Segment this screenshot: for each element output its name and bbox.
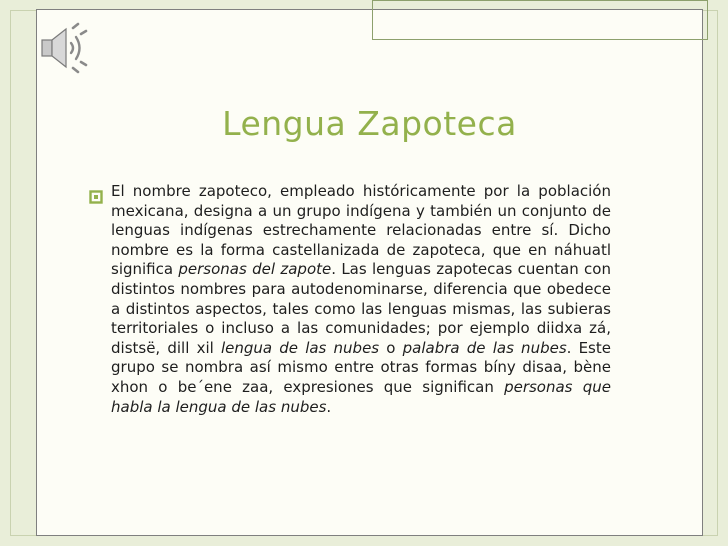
text-run: o xyxy=(379,338,403,357)
text-run: . xyxy=(326,397,332,416)
text-run: . Las lenguas zapotecas cuentan con distintos nombres para autodenominarse, diferencia que obedece a distintos aspectos, tales como las lenguas mismas, las subieras territoriales o incluso a las comunidades; por ejemplo diidxa zá, distsë, dill xil xyxy=(111,260,611,357)
italic-run: palabra de las nubes xyxy=(402,338,567,357)
square-bullet-icon xyxy=(89,190,103,204)
text-run: El nombre zapoteco, empleado históricamente por la población mexicana, designa a un grupo indígena y también un conjunto de lenguas indígenas estrechamente relacionadas entre sí. Dicho nombre es la forma castellanizada de zapoteca, que en náhuatl significa xyxy=(111,182,611,279)
text-run: . Este grupo se nombra así mismo entre otras formas bíny disaa, bène xhon o be´ene zaa, expresiones que significan xyxy=(111,338,611,396)
italic-run: personas que habla la lengua de las nubes xyxy=(111,377,611,416)
speaker-icon[interactable] xyxy=(38,22,90,74)
italic-run: lengua de las nubes xyxy=(220,338,380,357)
decorative-rectangle xyxy=(372,0,708,40)
body-paragraph xyxy=(111,182,611,417)
italic-run: personas del zapote xyxy=(178,260,332,279)
slide-title: Lengua Zapoteca xyxy=(222,104,517,143)
